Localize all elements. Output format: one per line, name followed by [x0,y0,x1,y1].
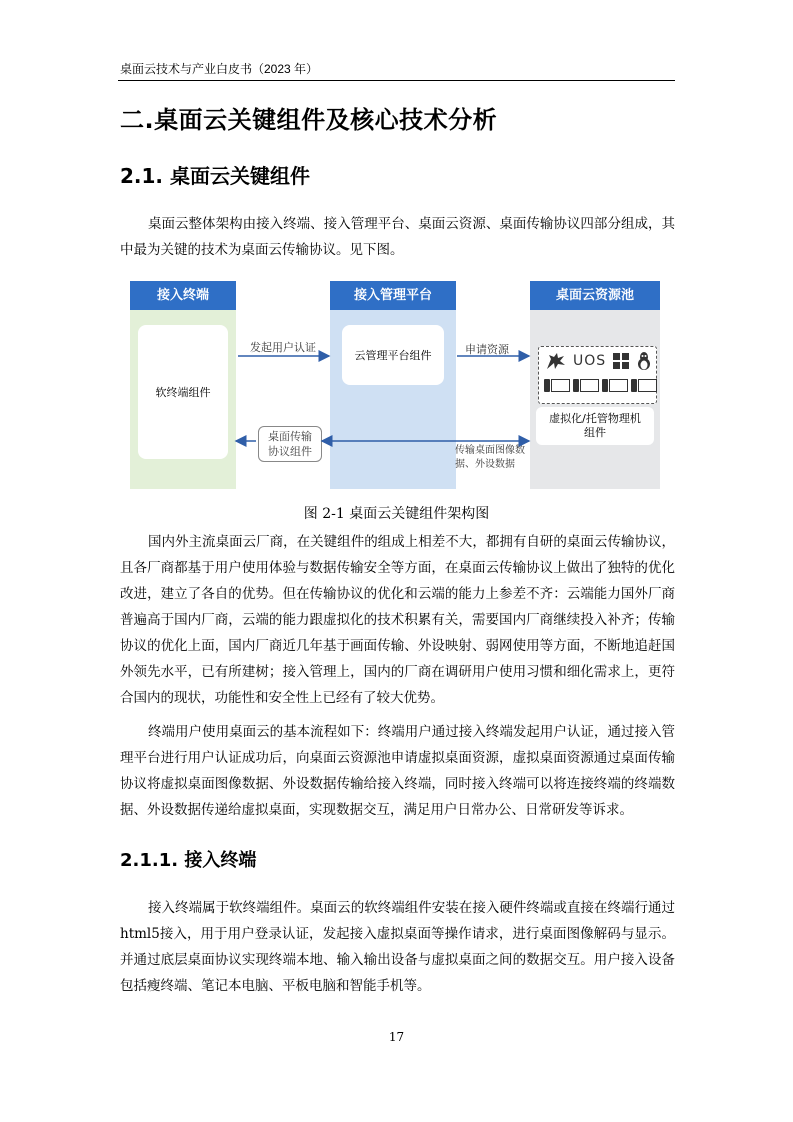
protocol-label-line1: 桌面传输 [268,430,312,443]
transfer-label-line1: 传输桌面图像数 [455,445,525,456]
figure-caption: 图 2-1 桌面云关键组件架构图 [303,506,490,522]
paragraph-basic-flow: 终端用户使用桌面云的基本流程如下：终端用户通过接入终端发起用户认证，通过接入管理平台进行用户认证成功后，向桌面云资源池申请虚拟桌面资源，虚拟桌面资源通过桌面传输协议将虚拟桌面图像数据、外设数据传输给接入终端，同时接入终端可以将连接终端的终端数据、外设数据传递给虚拟桌面，实现数据交互，满足用户日常办公、日常研发等诉求。 [120,724,675,818]
architecture-figure [130,281,660,489]
cloud-management-component: 云管理平台组件 [342,325,444,385]
auth-arrow-label: 发起用户认证 [250,341,316,354]
section-heading: 2.1. 桌面云关键组件 [120,164,310,188]
header-rule [118,80,675,81]
running-header: 桌面云技术与产业白皮书（2023 年） [120,62,319,76]
apply-arrow-label: 申请资源 [465,343,509,356]
figure-arrows [130,281,660,489]
chapter-heading: 二.桌面云关键组件及核心技术分析 [120,106,498,134]
column-header-terminal: 接入终端 [130,281,236,310]
paragraph-access-terminal: 接入终端属于软终端组件。桌面云的软终端组件安装在接入硬件终端或直接在终端行通过html5接入，用于用户登录认证，发起接入虚拟桌面等操作请求，进行桌面图像解码与显示。并通过底层桌面协议实现终端本地、输入输出设备与虚拟桌面之间的数据交互。用户接入设备包括瘦终端、笔记本电脑、平板电脑和智能手机等。 [120,900,675,994]
uos-logo-icon: UOS [573,353,607,369]
virt-label-line1: 虚拟化/托管物理机 [549,412,641,425]
paragraph-architecture-intro: 桌面云整体架构由接入终端、接入管理平台、桌面云资源、桌面传输协议四部分组成，其中最为关键的技术为桌面云传输协议。见下图。 [120,216,675,258]
paragraph-vendor-comparison: 国内外主流桌面云厂商，在关键组件的组成上相差不大，都拥有自研的桌面云传输协议，且各厂商都基于用户使用体验与数据传输安全等方面，在桌面云传输协议上做出了独特的优化改进，建立了各自的优势。但在传输协议的优化和云端的能力上参差不齐：云端能力国外厂商普遍高于国内厂商，云端的能力跟虚拟化的技术积累有关，需要国内厂商继续投入补齐；传输协议的优化上面，国内厂商近几年基于画面传输、外设映射、弱网使用等方面，不断地追赶国外领先水平，已有所建树；接入管理上，国内的厂商在调研用户使用习惯和细化需求上，更符合国内的现状，功能性和安全性上已经有了较大优势。 [120,534,675,706]
virt-label-line2: 组件 [584,426,606,439]
subsection-heading: 2.1.1. 接入终端 [120,850,257,871]
column-header-mgmt: 接入管理平台 [330,281,456,310]
page-number: 17 [388,1030,405,1044]
soft-terminal-component: 软终端组件 [138,325,228,459]
transfer-label-line2: 据、外设数据 [455,459,515,470]
protocol-label-line2: 协议组件 [268,445,312,458]
column-header-pool: 桌面云资源池 [530,281,660,310]
